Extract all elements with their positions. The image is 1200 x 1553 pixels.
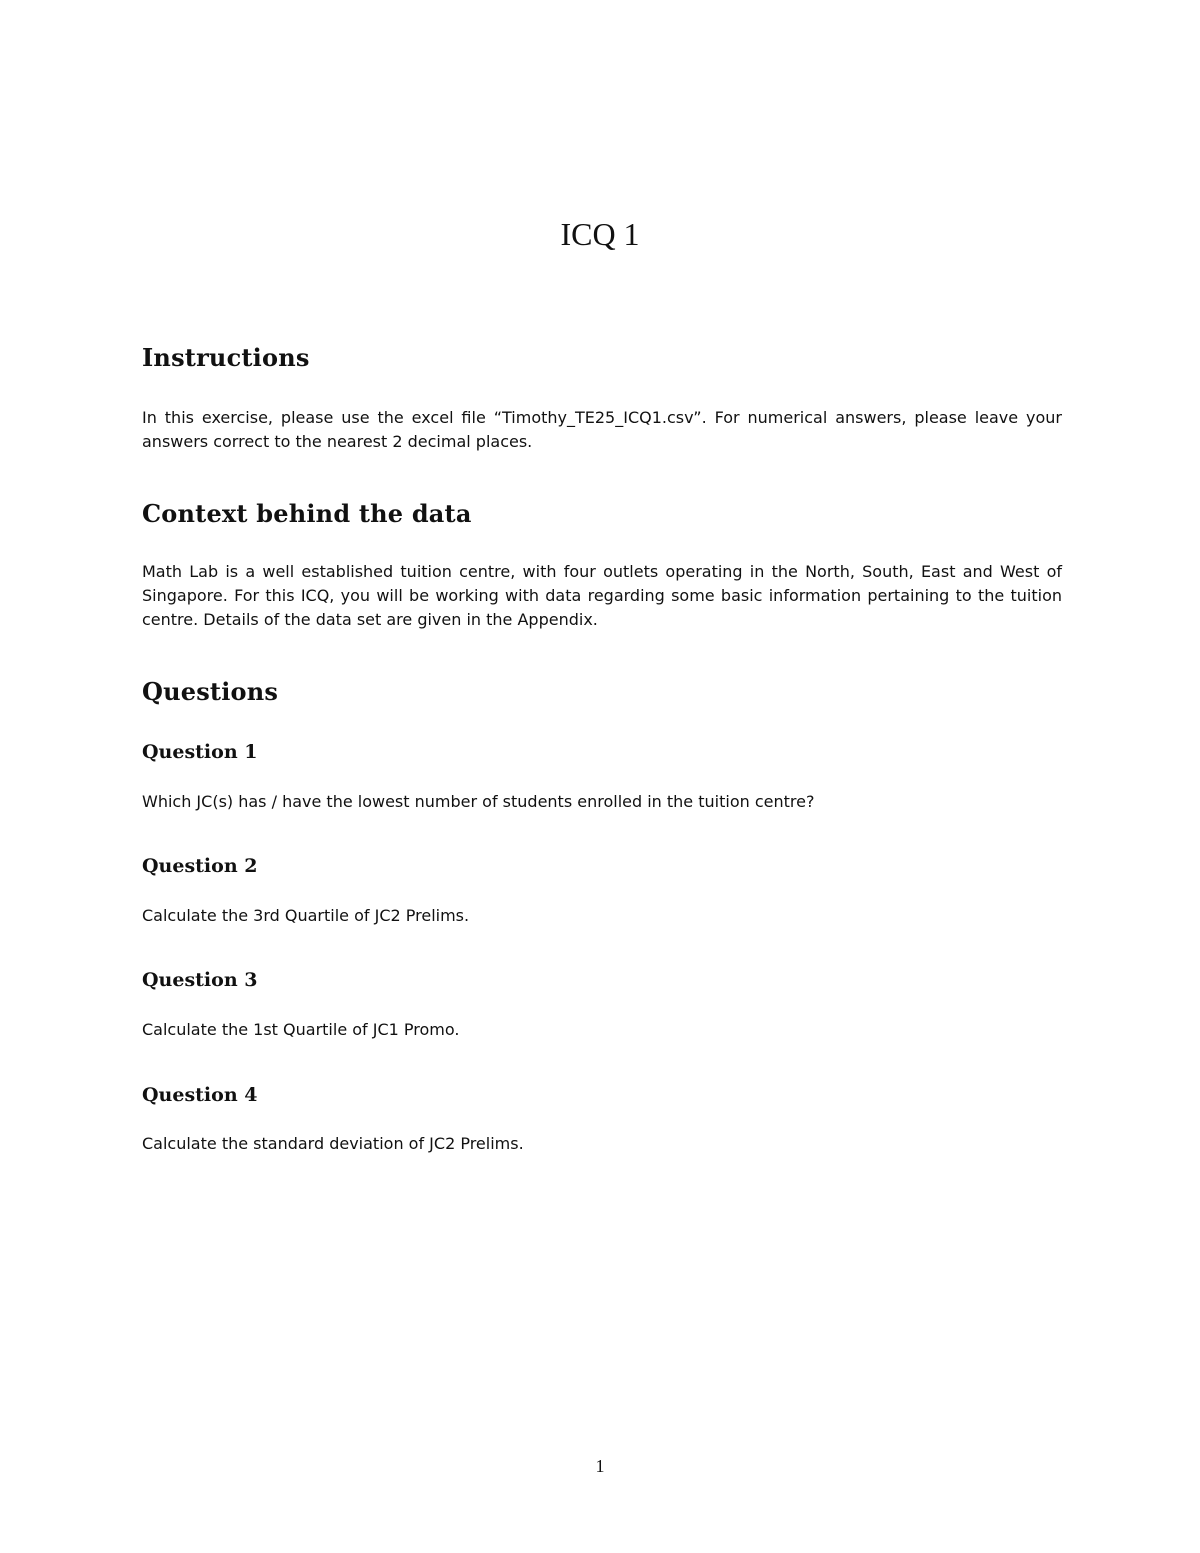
question-3-text: Calculate the 1st Quartile of JC1 Promo. — [142, 1020, 460, 1039]
questions-heading: Questions — [142, 677, 279, 706]
question-1-text: Which JC(s) has / have the lowest number of students enrolled in the tuition centre? — [142, 792, 815, 811]
page-number: 1 — [595, 1456, 605, 1476]
question-1-label: Question 1 — [142, 741, 258, 763]
context-text: Math Lab is a well established tuition centre, with four outlets operating in the North, South, East and West of Singapore. For this ICQ, you will be working with data regarding some basic information pertaining to the tuition centre. Details of the data set are given in the Appendix. — [142, 562, 1062, 629]
question-4-text: Calculate the standard deviation of JC2 Prelims. — [142, 1134, 524, 1153]
context-heading: Context behind the data — [142, 499, 472, 528]
instructions-text: In this exercise, please use the excel file “Timothy_TE25_ICQ1.csv”. For numerical answers, please leave your answers correct to the nearest 2 decimal places. — [142, 408, 1062, 451]
question-2-text: Calculate the 3rd Quartile of JC2 Prelims. — [142, 906, 470, 925]
document-title: ICQ 1 — [560, 216, 640, 252]
question-4-label: Question 4 — [142, 1084, 258, 1106]
instructions-heading: Instructions — [142, 343, 310, 372]
question-3-label: Question 3 — [142, 969, 258, 991]
question-2-label: Question 2 — [142, 855, 258, 877]
